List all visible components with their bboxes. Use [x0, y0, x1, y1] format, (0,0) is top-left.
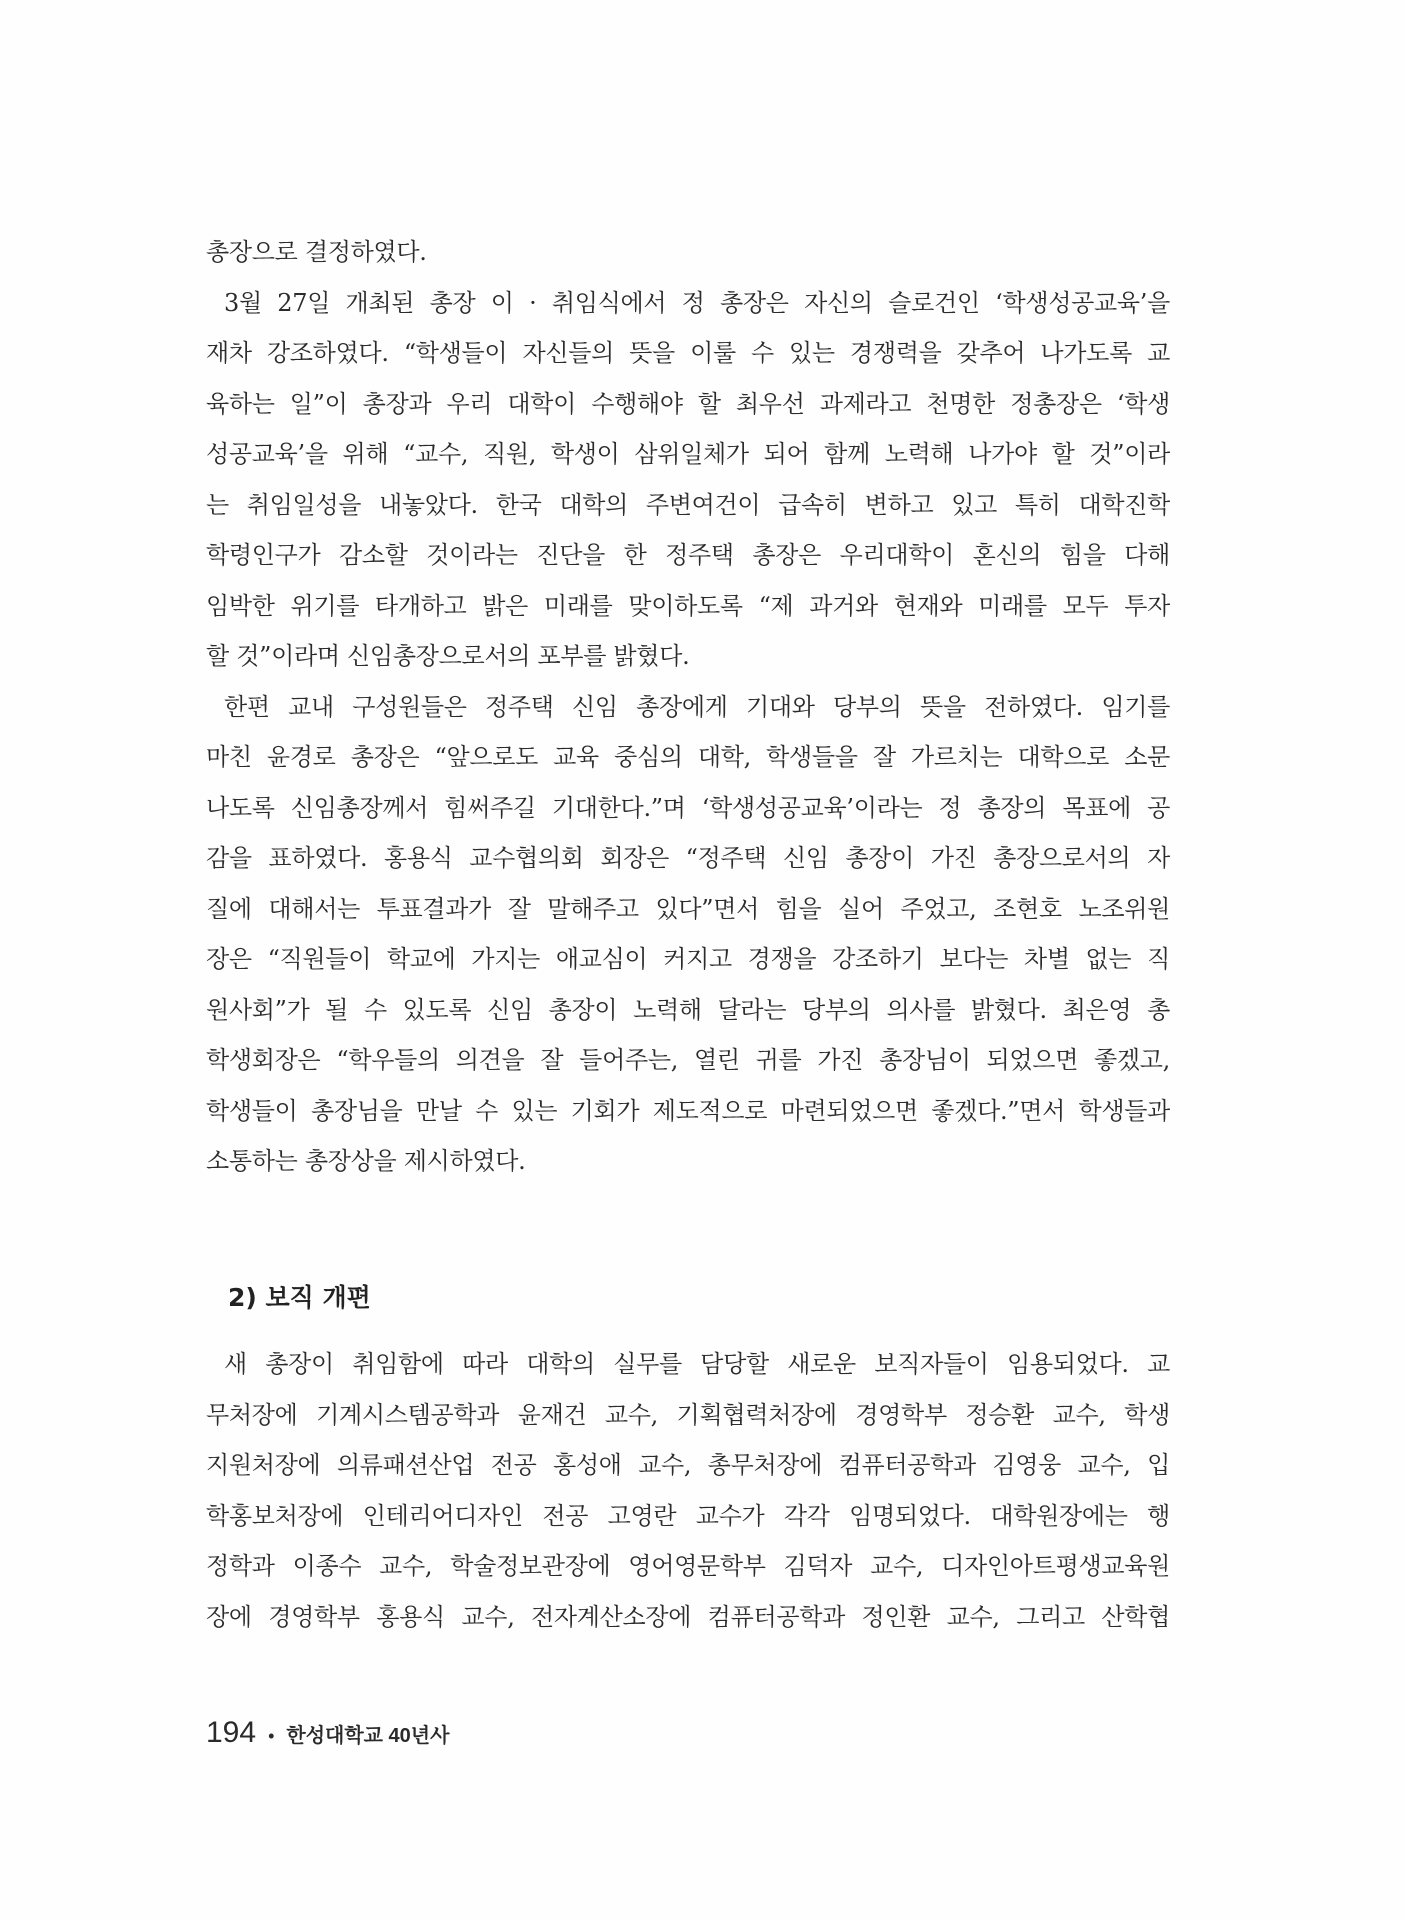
book-title: 한성대학교 40년사 — [286, 1725, 450, 1747]
section-heading: 2) 보직 개편 — [228, 1283, 371, 1312]
text-line: 학홍보처장에 인테리어디자인 전공 고영란 교수가 각각 임명되었다. 대학원장에는 행 — [206, 1501, 1170, 1530]
text-line: 질에 대해서는 투표결과가 잘 말해주고 있다”면서 힘을 실어 주었고, 조현호 노조위원 — [206, 894, 1170, 923]
text-line: 정학과 이종수 교수, 학술정보관장에 영어영문학부 김덕자 교수, 디자인아트평생교육원 — [206, 1552, 1170, 1580]
text-line: 소통하는 총장상을 제시하였다. — [206, 1147, 526, 1175]
text-line: 학령인구가 감소할 것이라는 진단을 한 정주택 총장은 우리대학이 혼신의 힘을 다해 — [206, 541, 1170, 569]
text-line: 학생들이 총장님을 만날 수 있는 기회가 제도적으로 마련되었으면 좋겠다.”면서 학생들과 — [206, 1096, 1170, 1125]
section-text — [206, 1339, 1170, 1642]
text-line: 나도록 신임총장께서 힘써주길 기대한다.”며 ‘학생성공교육’이라는 정 총장의 목표에 공 — [206, 793, 1170, 822]
text-line: 감을 표하였다. 홍용식 교수협의회 회장은 “정주택 신임 총장이 가진 총장으로서의 자 — [206, 844, 1170, 872]
text-line: 총장으로 결정하였다. — [206, 238, 427, 266]
text-line: 성공교육’을 위해 “교수, 직원, 학생이 삼위일체가 되어 함께 노력해 나가야 할 것”이라 — [206, 440, 1170, 468]
text-line: 새 총장이 취임함에 따라 대학의 실무를 담당할 새로운 보직자들이 임용되었다. 교 — [224, 1350, 1170, 1378]
text-line: 학생회장은 “학우들의 의견을 잘 들어주는, 열린 귀를 가진 총장님이 되었으면 좋겠고, — [206, 1046, 1170, 1074]
text-line: 임박한 위기를 타개하고 밝은 미래를 맞이하도록 “제 과거와 현재와 미래를 모두 투자 — [206, 591, 1170, 620]
text-line: 무처장에 기계시스템공학과 윤재건 교수, 기획협력처장에 경영학부 정승환 교수, 학생 — [206, 1400, 1170, 1429]
text-line: 한편 교내 구성원들은 정주택 신임 총장에게 기대와 당부의 뜻을 전하였다. 임기를 — [224, 692, 1170, 721]
page-footer — [206, 1716, 449, 1756]
text-line: 는 취임일성을 내놓았다. 한국 대학의 주변여건이 급속히 변하고 있고 특히 대학진학 — [206, 490, 1170, 519]
text-line: 원사회”가 될 수 있도록 신임 총장이 노력해 달라는 당부의 의사를 밝혔다. 최은영 총 — [206, 995, 1170, 1024]
text-line: 3월 27일 개최된 총장 이 · 취임식에서 정 총장은 자신의 슬로건인 ‘학생성공교육’을 — [224, 288, 1170, 317]
text-line: 재차 강조하였다. “학생들이 자신들의 뜻을 이룰 수 있는 경쟁력을 갖추어 나가도록 교 — [206, 339, 1170, 367]
body-text — [206, 227, 1170, 1187]
text-line: 장은 “직원들이 학교에 가지는 애교심이 커지고 경쟁을 강조하기 보다는 차별 없는 직 — [206, 945, 1170, 973]
text-line: 마친 윤경로 총장은 “앞으로도 교육 중심의 대학, 학생들을 잘 가르치는 대학으로 소문 — [206, 743, 1170, 771]
text-line: 할 것”이라며 신임총장으로서의 포부를 밝혔다. — [206, 642, 690, 670]
text-line: 육하는 일”이 총장과 우리 대학이 수행해야 할 최우선 과제라고 천명한 정총장은 ‘학생 — [206, 389, 1170, 418]
footer-bullet: • — [268, 1726, 275, 1746]
text-line: 장에 경영학부 홍용식 교수, 전자계산소장에 컴퓨터공학과 정인환 교수, 그리고 산학협 — [206, 1602, 1170, 1631]
page-number: 194 — [206, 1716, 257, 1749]
text-line: 지원처장에 의류패션산업 전공 홍성애 교수, 총무처장에 컴퓨터공학과 김영웅 교수, 입 — [206, 1451, 1170, 1479]
